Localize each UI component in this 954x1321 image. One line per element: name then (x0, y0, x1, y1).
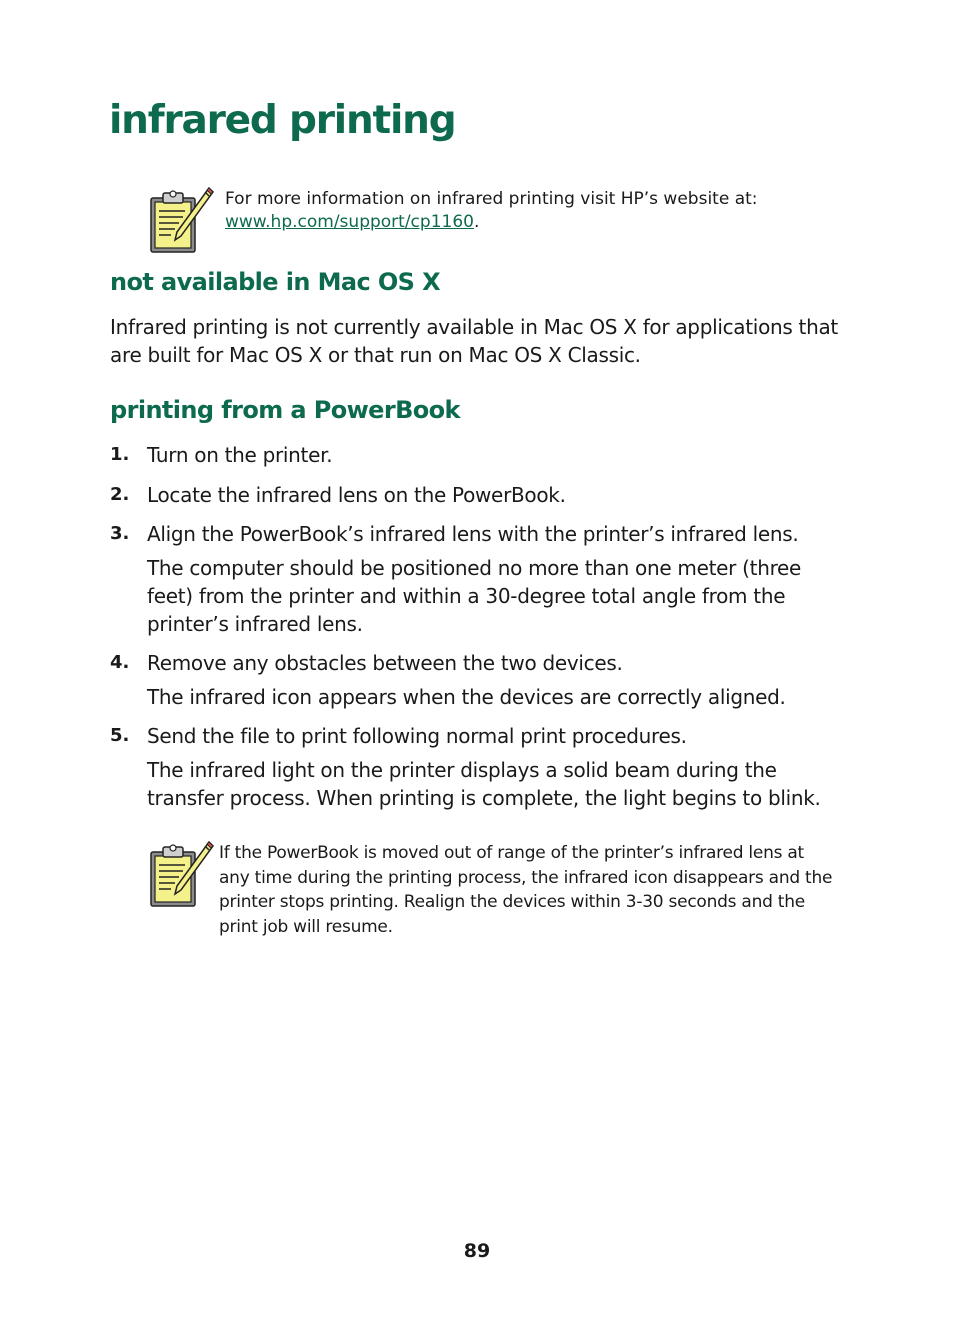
section-body-mac: Infrared printing is not currently available in Mac OS X for applications that are built for Mac OS X or that run on Mac OS X Classic. (110, 315, 838, 367)
page-number: 89 (463, 1240, 491, 1262)
step-text: Align the PowerBook’s infrared lens with the printer’s infrared lens. (147, 522, 799, 546)
step-detail: The computer should be positioned no more than one meter (three feet) from the printer and within a 30-degree total angle from the printer’s infrared lens. (147, 556, 802, 636)
list-item (110, 649, 850, 711)
list-item (110, 722, 850, 812)
list-item (110, 441, 850, 469)
note-text: For more information on infrared printing visit HP’s website at: (225, 189, 758, 209)
note-website (147, 186, 847, 254)
step-number: 2. (110, 484, 130, 505)
page-title: infrared printing (109, 98, 456, 143)
section-heading-mac: not available in Mac OS X (110, 268, 441, 296)
list-item (110, 481, 850, 509)
notepad-pencil-icon (147, 840, 215, 908)
hp-support-link[interactable]: www.hp.com/support/cp1160 (225, 212, 474, 232)
step-number: 1. (110, 444, 130, 465)
list-item (110, 520, 850, 638)
notepad-pencil-icon (147, 186, 215, 254)
note-suffix: . (473, 212, 480, 232)
step-detail: The infrared light on the printer displays a solid beam during the transfer process. When printing is complete, the light begins to blink. (147, 758, 821, 810)
note-text: If the PowerBook is moved out of range of the printer’s infrared lens at any time during the printing process, the infrared icon disappears and the printer stops printing. Realign the devices within 3-30 seconds and the print job will resume. (219, 843, 833, 937)
section-heading-powerbook: printing from a PowerBook (110, 396, 460, 424)
note-out-of-range (147, 840, 839, 939)
step-text: Send the file to print following normal print procedures. (147, 724, 687, 748)
step-number: 5. (110, 725, 130, 746)
step-text: Remove any obstacles between the two devices. (147, 651, 623, 675)
step-number: 3. (110, 523, 130, 544)
step-text: Turn on the printer. (147, 443, 333, 467)
step-number: 4. (110, 652, 130, 673)
step-text: Locate the infrared lens on the PowerBook. (147, 483, 566, 507)
step-detail: The infrared icon appears when the devices are correctly aligned. (147, 685, 786, 709)
